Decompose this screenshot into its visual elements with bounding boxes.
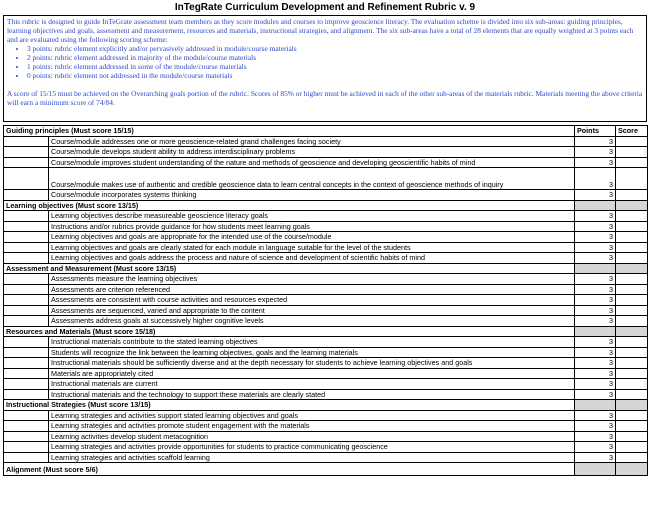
row-indent: [4, 421, 49, 432]
row-indent: [4, 242, 49, 253]
points-cell: 3: [575, 316, 616, 327]
rubric-element: Instructional materials contribute to the stated learning objectives: [49, 337, 575, 348]
rubric-element: Assessments measure the learning objectives: [49, 274, 575, 285]
points-cell: [575, 326, 616, 337]
table-row: [4, 221, 648, 232]
table-row: [4, 147, 648, 158]
table-row: [4, 284, 648, 295]
score-cell[interactable]: [616, 136, 648, 147]
points-cell: 3: [575, 337, 616, 348]
rubric-element: Course/module addresses one or more geoscience-related grand challenges facing society: [49, 136, 575, 147]
scoring-item: • 2 points: rubric element addressed in majority of the module/course materials: [27, 53, 643, 62]
table-row: [4, 274, 648, 285]
row-indent: [4, 368, 49, 379]
score-cell[interactable]: [616, 379, 648, 390]
row-indent: [4, 389, 49, 400]
table-row: [4, 295, 648, 306]
section-header: Resources and Materials (Must score 15/18): [4, 326, 575, 337]
points-cell: 3: [575, 136, 616, 147]
score-cell: [616, 400, 648, 411]
table-row: [4, 157, 648, 168]
table-row: [4, 431, 648, 442]
points-cell: 3: [575, 295, 616, 306]
points-cell: 3: [575, 421, 616, 432]
score-cell[interactable]: [616, 368, 648, 379]
section-header: Guiding principles (Must score 15/15): [4, 126, 575, 137]
table-row: [4, 316, 648, 327]
row-indent: [4, 347, 49, 358]
row-indent: [4, 211, 49, 222]
rubric-element: Course/module develops student ability to address interdisciplinary problems: [49, 147, 575, 158]
score-cell[interactable]: [616, 168, 648, 190]
table-row: [4, 337, 648, 348]
points-column-header: Points: [575, 126, 616, 137]
score-cell[interactable]: [616, 190, 648, 201]
score-cell[interactable]: [616, 316, 648, 327]
score-cell[interactable]: [616, 347, 648, 358]
row-indent: [4, 136, 49, 147]
score-cell: [616, 463, 648, 476]
score-cell: [616, 200, 648, 211]
score-cell[interactable]: [616, 284, 648, 295]
row-indent: [4, 190, 49, 201]
page-title: InTegRate Curriculum Development and Refinement Rubric v. 9: [174, 2, 476, 13]
row-indent: [4, 274, 49, 285]
points-cell: 3: [575, 157, 616, 168]
row-indent: [4, 337, 49, 348]
rubric-element: Course/module improves student understanding of the nature and methods of geoscience and developing geoscientific habits of mind: [49, 157, 575, 168]
rubric-element: Students will recognize the link between the learning objectives, goals and the learning materials: [49, 347, 575, 358]
table-row: [4, 347, 648, 358]
rubric-element: Materials are appropriately cited: [49, 368, 575, 379]
section-header: Learning objectives (Must score 13/15): [4, 200, 575, 211]
row-indent: [4, 147, 49, 158]
score-cell[interactable]: [616, 452, 648, 463]
table-row: [4, 253, 648, 264]
points-cell: 3: [575, 211, 616, 222]
points-cell: 3: [575, 190, 616, 201]
score-cell[interactable]: [616, 358, 648, 369]
points-cell: 3: [575, 168, 616, 190]
rubric-element: Learning objectives and goals are appropriate for the intended use of the course/module: [49, 232, 575, 243]
row-indent: [4, 431, 49, 442]
score-cell[interactable]: [616, 431, 648, 442]
score-cell[interactable]: [616, 337, 648, 348]
rubric-element: Learning objectives and goals are clearly stated for each module in language suitable for the level of the students: [49, 242, 575, 253]
points-cell: 3: [575, 147, 616, 158]
rubric-element: Learning activities develop student metacognition: [49, 431, 575, 442]
row-indent: [4, 232, 49, 243]
rubric-element: Learning strategies and activities promote student engagement with the materials: [49, 421, 575, 432]
row-indent: [4, 253, 49, 264]
rubric-element: Course/module incorporates systems thinking: [49, 190, 575, 201]
points-cell: 3: [575, 232, 616, 243]
score-cell: [616, 326, 648, 337]
rubric-element: Instructional materials and the technology to support these materials are clearly stated: [49, 389, 575, 400]
table-row: [4, 305, 648, 316]
table-row: [4, 190, 648, 201]
row-indent: [4, 410, 49, 421]
rubric-element: Assessments are consistent with course activities and resources expected: [49, 295, 575, 306]
points-cell: [575, 463, 616, 476]
section-header-row: [4, 400, 648, 411]
points-cell: 3: [575, 410, 616, 421]
row-indent: [4, 295, 49, 306]
points-cell: 3: [575, 274, 616, 285]
score-cell[interactable]: [616, 442, 648, 453]
table-row: [4, 242, 648, 253]
score-cell[interactable]: [616, 211, 648, 222]
rubric-element: Learning objectives and goals address the process and nature of science and development of scientific habits of mind: [49, 253, 575, 264]
rubric-element: Learning strategies and activities provide opportunities for students to practice communicating geoscience: [49, 442, 575, 453]
score-cell[interactable]: [616, 232, 648, 243]
row-indent: [4, 284, 49, 295]
points-cell: [575, 263, 616, 274]
table-row: [4, 211, 648, 222]
points-cell: 3: [575, 442, 616, 453]
requirements-paragraph: A score of 15/15 must be achieved on the Overarching goals portion of the rubric. Scores of 85% or higher must be achieved in each of the other sub-areas of the materials rubric. Materials meeting the above criteria will earn a minimum score of 74/84.: [7, 89, 643, 107]
rubric-element: Learning strategies and activities support stated learning objectives and goals: [49, 410, 575, 421]
score-cell[interactable]: [616, 305, 648, 316]
table-row: [4, 379, 648, 390]
section-header-row: [4, 326, 648, 337]
intro-box: [3, 15, 647, 122]
rubric-element: Course/module makes use of authentic and credible geoscience data to learn central concepts in the context of geoscience methods of inquiry: [49, 168, 575, 190]
score-cell[interactable]: [616, 157, 648, 168]
table-header-row: [4, 126, 648, 137]
scoring-scheme-list: [7, 44, 643, 80]
rubric-element: Instructional materials are current: [49, 379, 575, 390]
rubric-element: Assessments address goals at successively higher cognitive levels: [49, 316, 575, 327]
row-indent: [4, 168, 49, 190]
table-row: [4, 368, 648, 379]
table-row: [4, 389, 648, 400]
table-row: [4, 410, 648, 421]
row-indent: [4, 305, 49, 316]
points-cell: 3: [575, 389, 616, 400]
section-header-row: [4, 263, 648, 274]
row-indent: [4, 358, 49, 369]
points-cell: 3: [575, 284, 616, 295]
points-cell: 3: [575, 347, 616, 358]
score-column-header: Score: [616, 126, 648, 137]
table-row: [4, 136, 648, 147]
row-indent: [4, 452, 49, 463]
rubric-element: Assessments are criterion referenced: [49, 284, 575, 295]
rubric-element: Assessments are sequenced, varied and appropriate to the content: [49, 305, 575, 316]
score-cell[interactable]: [616, 253, 648, 264]
rubric-element: Learning strategies and activities scaffold learning: [49, 452, 575, 463]
table-row: [4, 452, 648, 463]
score-cell: [616, 263, 648, 274]
table-row: [4, 358, 648, 369]
score-cell[interactable]: [616, 421, 648, 432]
section-header: Instructional Strategies (Must score 13/15): [4, 400, 575, 411]
points-cell: 3: [575, 253, 616, 264]
scoring-item: • 0 points: rubric element not addressed in the module/course materials: [27, 71, 643, 80]
score-cell[interactable]: [616, 410, 648, 421]
points-cell: 3: [575, 305, 616, 316]
intro-paragraph: This rubric is designed to guide InTeGrate assessment team members as they score modules and courses to improve geoscience literacy. The evaluation scheme is divided into six sub-areas: guiding principles, learning objectives and goals, assessment and measurement, resources and materials, instructional strategies, and alignment. The six sub-areas have a total of 28 elements that are equally weighted at 3 points each and are evaluated using the following scoring scheme:: [7, 17, 634, 44]
rubric-element: Instructional materials should be sufficiently diverse and at the depth necessary for students to achieve learning objectives and goals: [49, 358, 575, 369]
table-row: [4, 421, 648, 432]
row-indent: [4, 379, 49, 390]
points-cell: 3: [575, 358, 616, 369]
scoring-item: • 1 points: rubric element addressed in some of the module/course materials: [27, 62, 643, 71]
table-row: [4, 168, 648, 190]
rubric-element: Learning objectives describe measureable geoscience literacy goals: [49, 211, 575, 222]
table-row: [4, 232, 648, 243]
points-cell: 3: [575, 242, 616, 253]
score-cell[interactable]: [616, 389, 648, 400]
row-indent: [4, 442, 49, 453]
row-indent: [4, 157, 49, 168]
points-cell: 3: [575, 379, 616, 390]
score-cell[interactable]: [616, 242, 648, 253]
section-header: Assessment and Measurement (Must score 13/15): [4, 263, 575, 274]
score-cell[interactable]: [616, 221, 648, 232]
section-header: Alignment (Must score 5/6): [4, 463, 575, 476]
scoring-item: • 3 points: rubric element explicitly and/or pervasively addressed in module/course materials: [27, 44, 643, 53]
points-cell: 3: [575, 221, 616, 232]
row-indent: [4, 316, 49, 327]
points-cell: [575, 200, 616, 211]
points-cell: 3: [575, 431, 616, 442]
rubric-table: [3, 125, 648, 476]
section-header-row: [4, 463, 648, 476]
score-cell[interactable]: [616, 274, 648, 285]
table-row: [4, 442, 648, 453]
section-header-row: [4, 200, 648, 211]
score-cell[interactable]: [616, 295, 648, 306]
points-cell: [575, 400, 616, 411]
score-cell[interactable]: [616, 147, 648, 158]
rubric-element: Instructions and/or rubrics provide guidance for how students meet learning goals: [49, 221, 575, 232]
points-cell: 3: [575, 452, 616, 463]
row-indent: [4, 221, 49, 232]
points-cell: 3: [575, 368, 616, 379]
